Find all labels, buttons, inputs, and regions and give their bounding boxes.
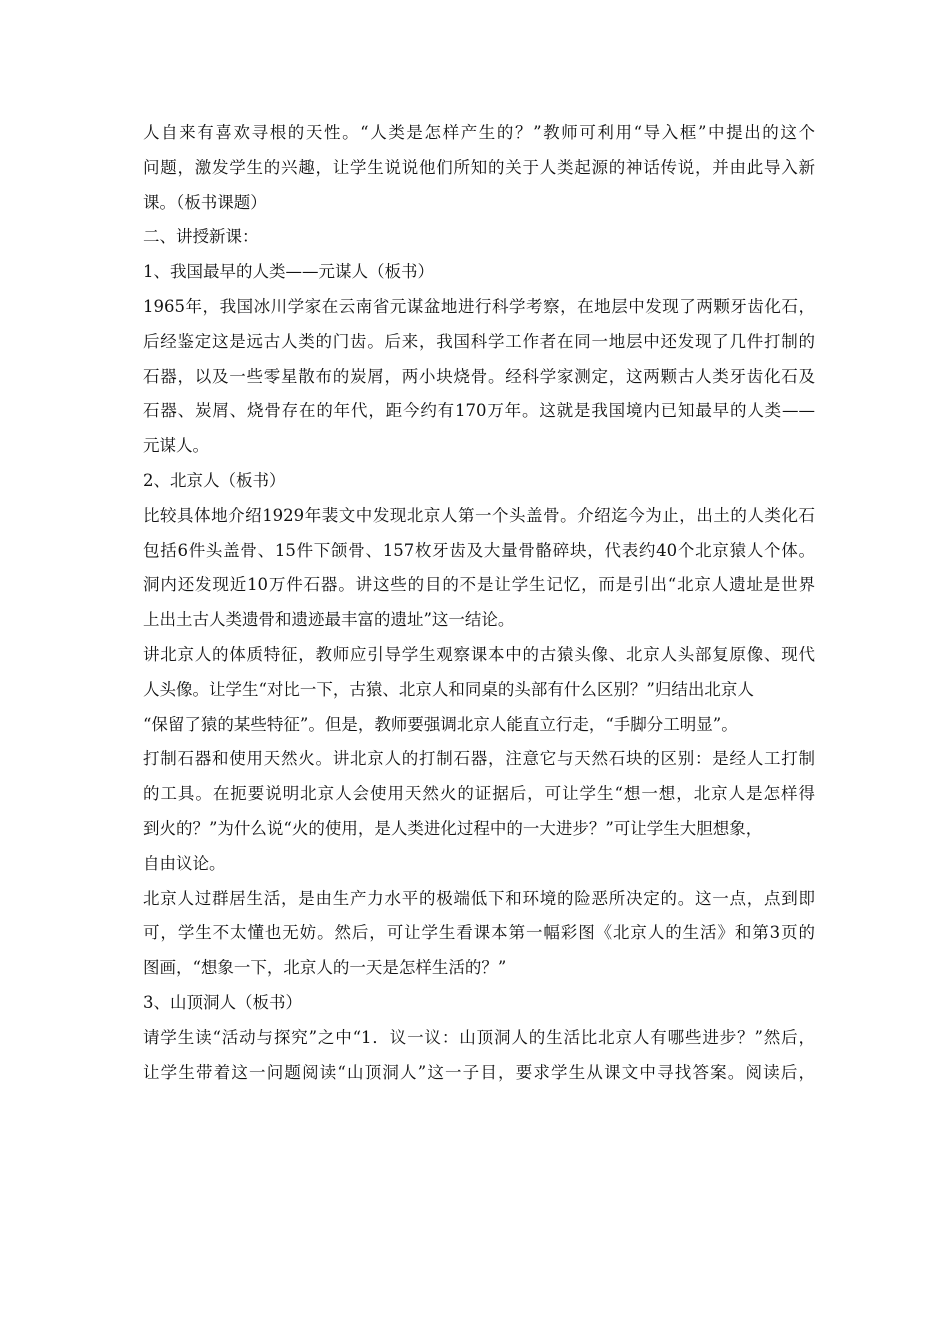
- text-line: 洞内还发现近10万件石器。讲这些的目的不是让学生记忆，而是引出“北京人遗址是世界: [143, 575, 815, 595]
- text-line: 的工具。在扼要说明北京人会使用天然火的证据后，可让学生“想一想，北京人是怎样得: [143, 784, 815, 804]
- text-line: 人头像。让学生“对比一下，古猿、北京人和同桌的头部有什么区别？”归结出北京人: [143, 679, 754, 699]
- text-line: 后经鉴定这是远古人类的门齿。后来，我国科学工作者在同一地层中还发现了几件打制的: [143, 331, 815, 351]
- text-line: 可，学生不太懂也无妨。然后，可让学生看课本第一幅彩图《北京人的生活》和第3页的: [143, 923, 815, 943]
- text-line: 上出土古人类遗骨和遗迹最丰富的遗址”这一结论。: [143, 610, 515, 630]
- text-line: 1965年，我国冰川学家在云南省元谋盆地进行科学考察，在地层中发现了两颗牙齿化石，: [143, 296, 815, 316]
- text-line: 石器，以及一些零星散布的炭屑，两小块烧骨。经科学家测定，这两颗古人类牙齿化石及: [143, 366, 815, 386]
- subsection-heading: 2、北京人（板书）: [143, 470, 286, 490]
- text-line: 比较具体地介绍1929年裴文中发现北京人第一个头盖骨。介绍迄今为止，出土的人类化石: [143, 505, 815, 525]
- text-line: 到火的？”为什么说“火的使用，是人类进化过程中的一大进步？”可让学生大胆想象，: [143, 818, 763, 838]
- text-line: 图画，“想象一下，北京人的一天是怎样生活的？”: [143, 958, 507, 978]
- text-line: 请学生读“活动与探究”之中“1．议一议：山顶洞人的生活比北京人有哪些进步？”然后，: [143, 1027, 815, 1047]
- subsection-heading: 1、我国最早的人类——元谋人（板书）: [143, 262, 434, 282]
- text-line: 石器、炭屑、烧骨存在的年代，距今约有170万年。这就是我国境内已知最早的人类——: [143, 401, 815, 421]
- text-line: 人自来有喜欢寻根的天性。“人类是怎样产生的？”教师可利用“导入框”中提出的这个: [143, 123, 815, 142]
- section-heading: 二、讲授新课：: [143, 227, 259, 247]
- text-line: “保留了猿的某些特征”。但是，教师要强调北京人能直立行走，“手脚分工明显”。: [143, 714, 738, 734]
- text-line: 北京人过群居生活，是由生产力水平的极端低下和环境的险恶所决定的。这一点，点到即: [143, 888, 815, 908]
- text-line: 让学生带着这一问题阅读“山顶洞人”这一子目，要求学生从课文中寻找答案。阅读后，: [143, 1062, 815, 1082]
- text-line: 元谋人。: [143, 436, 209, 456]
- document-body: [143, 116, 815, 1090]
- text-line: 问题，激发学生的兴趣，让学生说说他们所知的关于人类起源的神话传说，并由此导入新: [143, 157, 815, 177]
- text-line: 课。（板书课题）: [143, 192, 267, 212]
- text-line: 包括6件头盖骨、15件下颌骨、157枚牙齿及大量骨骼碎块，代表约40个北京猿人个体。: [143, 540, 815, 560]
- text-line: 自由议论。: [143, 853, 226, 873]
- subsection-heading: 3、山顶洞人（板书）: [143, 992, 302, 1012]
- text-line: 打制石器和使用天然火。讲北京人的打制石器，注意它与天然石块的区别：是经人工打制: [143, 749, 815, 769]
- text-line: 讲北京人的体质特征，教师应引导学生观察课本中的古猿头像、北京人头部复原像、现代: [143, 644, 815, 664]
